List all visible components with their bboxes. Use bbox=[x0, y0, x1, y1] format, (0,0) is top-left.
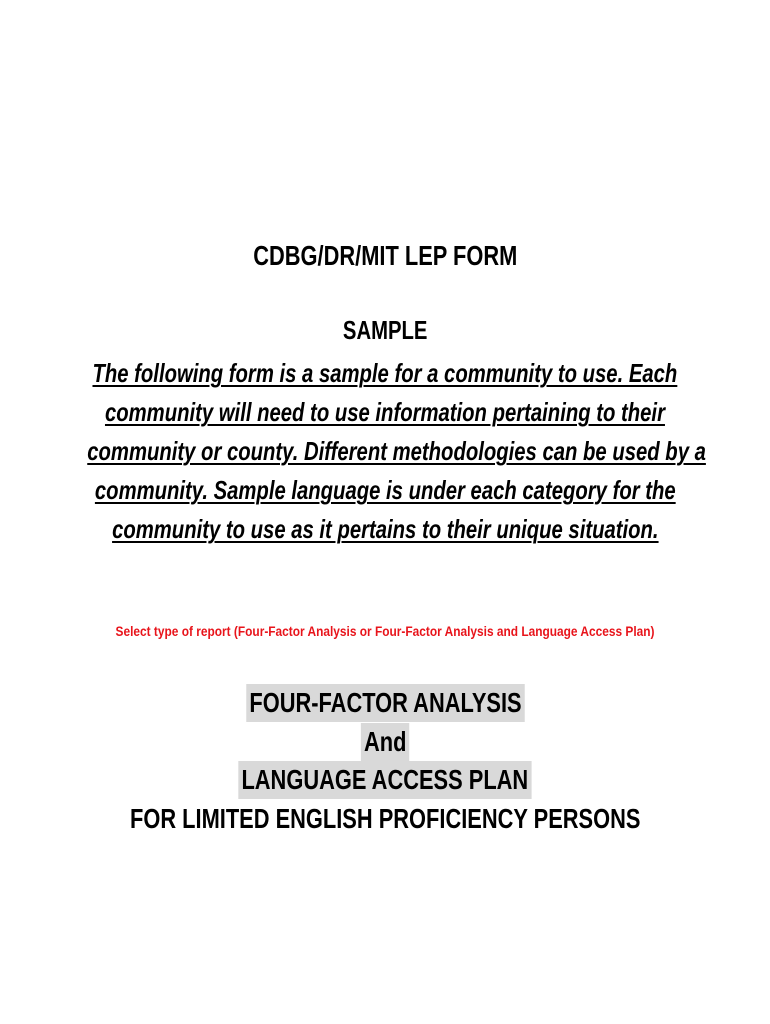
report-title-line bbox=[0, 800, 770, 838]
report-type-instruction: Select type of report (Four-Factor Analysis or Four-Factor Analysis and Language Access Plan) bbox=[115, 623, 655, 639]
report-title-four-factor: FOUR-FACTOR ANALYSIS bbox=[246, 684, 524, 722]
sample-paragraph-line bbox=[0, 432, 770, 470]
sample-heading: SAMPLE bbox=[342, 315, 428, 345]
sample-paragraph-line bbox=[0, 393, 770, 431]
report-title-and: And bbox=[361, 723, 410, 761]
sample-paragraph-text: community or county. Different methodologies can be used by a bbox=[87, 436, 706, 466]
sample-paragraph-text: community to use as it pertains to their unique situation. bbox=[111, 514, 659, 544]
sample-paragraph-line bbox=[0, 471, 770, 509]
report-title-language-access-plan: LANGUAGE ACCESS PLAN bbox=[238, 761, 531, 799]
sample-paragraph-text: community will need to use information pertaining to their bbox=[105, 397, 665, 427]
report-title-line bbox=[0, 723, 770, 761]
sample-paragraph-text: community. Sample language is under each category for the bbox=[94, 475, 676, 505]
document-title: CDBG/DR/MIT LEP FORM bbox=[252, 240, 518, 271]
sample-paragraph-line bbox=[0, 510, 770, 548]
sample-paragraph-line bbox=[0, 354, 770, 392]
sample-heading-line bbox=[0, 312, 770, 348]
report-title-lep-persons: FOR LIMITED ENGLISH PROFICIENCY PERSONS bbox=[129, 803, 641, 834]
report-title-line bbox=[0, 761, 770, 799]
report-title-line bbox=[0, 684, 770, 722]
sample-paragraph-text: The following form is a sample for a community to use. Each bbox=[92, 358, 678, 388]
document-title-line bbox=[0, 236, 770, 276]
report-type-instruction-line bbox=[0, 620, 770, 642]
